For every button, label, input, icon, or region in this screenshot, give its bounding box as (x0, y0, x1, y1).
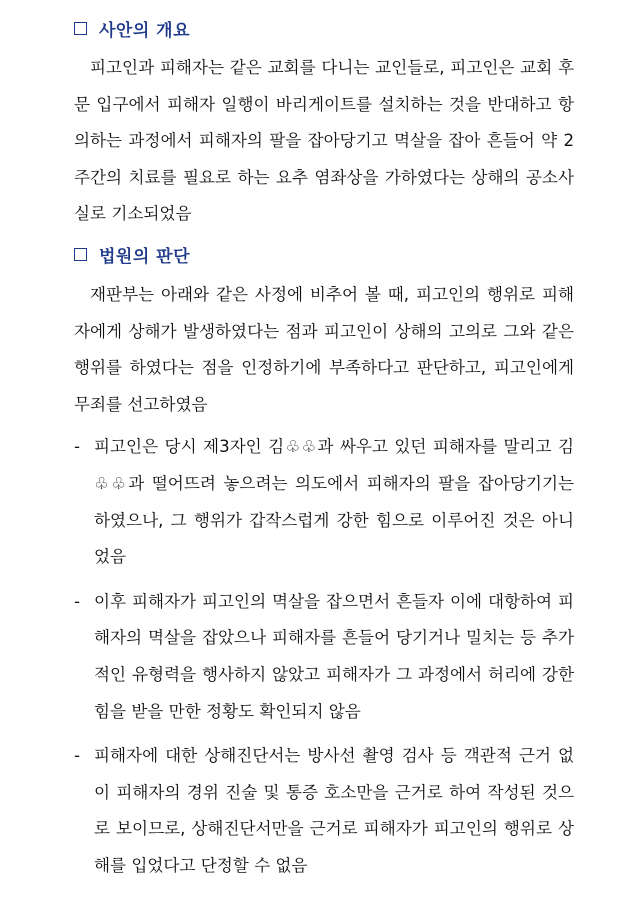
list-item (74, 429, 574, 575)
checkbox-square-icon (74, 22, 87, 35)
dash-bullet: - (74, 437, 80, 457)
overview-paragraph: 피고인과 피해자는 같은 교회를 다니는 교인들로, 피고인은 교회 후문 입구에서 피해자 일행이 바리게이트를 설치하는 것을 반대하고 항의하는 과정에서 피해자의 팔을 잡아당기고 멱살을 잡아 흔들어 약 2주간의 치료를 필요로 하는 요추 염좌상을 가하였다는 상해의 공소사실로 기소되었음 (74, 58, 574, 224)
judgment-reasons-list (74, 429, 574, 884)
list-item-text: 피해자에 대한 상해진단서는 방사선 촬영 검사 등 객관적 근거 없이 피해자의 경위 진술 및 통증 호소만을 근거로 하여 작성된 것으로 보이므로, 상해진단서만을 근거로 피해자가 피고인의 행위로 상해를 입었다고 단정할 수 없음 (94, 746, 574, 875)
dash-bullet: - (74, 591, 80, 611)
list-item-text: 피고인은 당시 제3자인 김♧♧과 싸우고 있던 피해자를 말리고 김♧♧과 떨어뜨려 놓으려는 의도에서 피해자의 팔을 잡아당기기는 하였으나, 그 행위가 갑작스럽게 강한 힘으로 이루어진 것은 아니었음 (94, 437, 574, 567)
judgment-paragraph: 재판부는 아래와 같은 사정에 비추어 볼 때, 피고인의 행위로 피해자에게 상해가 발생하였다는 점과 피고인이 상해의 고의로 그와 같은 행위를 하였다는 점을 인정하기에 부족하다고 판단하고, 피고인에게 무죄를 선고하였음 (74, 284, 574, 414)
dash-bullet: - (74, 746, 80, 766)
list-item (74, 584, 574, 730)
section-heading-label: 법원의 판단 (99, 247, 191, 268)
checkbox-square-icon (74, 248, 87, 261)
section-heading-label: 사안의 개요 (99, 20, 191, 41)
list-item (74, 738, 574, 884)
section-heading-court-judgment (74, 239, 574, 271)
list-item-text: 이후 피해자가 피고인의 멱살을 잡으면서 흔들자 이에 대항하여 피해자의 멱살을 잡았으나 피해자를 흔들어 당기거나 밀치는 등 추가적인 유형력을 행사하지 않았고 피해자가 그 과정에서 허리에 강한 힘을 받을 만한 정황도 확인되지 않음 (94, 591, 574, 721)
section-heading-overview (74, 12, 574, 44)
